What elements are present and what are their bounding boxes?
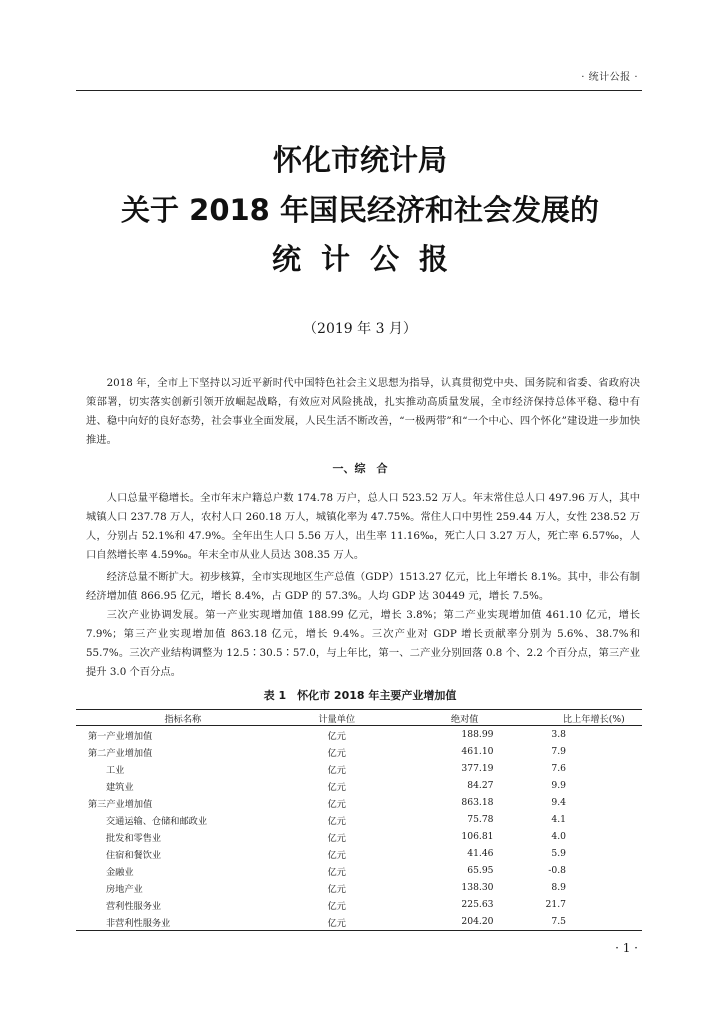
cell-value: 863.18 [461,797,494,808]
table-row [76,760,642,777]
page-number: · 1 · [615,941,638,955]
header-indicator: 指标名称 [76,710,290,726]
cell-unit: 亿元 [327,815,346,827]
cell-growth: 7.5 [551,916,566,927]
cell-unit: 亿元 [327,900,346,912]
table-row [76,811,642,828]
cell-indicator-name: 住宿和餐饮业 [106,849,162,861]
table-row [76,913,642,931]
economy-paragraph: 经济总量不断扩大。初步核算，全市实现地区生产总值（GDP）1513.27 亿元，比上年增长 8.1%。其中，非公有制经济增加值 866.95 亿元，增长 8.4%，占 GDP 的 57.3%。人均 GDP 达 30449 元，增长 7.5%。 [86,571,640,602]
cell-unit: 亿元 [327,764,346,776]
cell-growth: 3.8 [551,729,566,740]
cell-unit: 亿元 [327,917,346,929]
table-row [76,777,642,794]
cell-indicator-name: 金融业 [106,866,134,878]
cell-value: 188.99 [461,729,494,740]
cell-unit: 亿元 [327,798,346,810]
cell-growth: 4.0 [551,831,566,842]
cell-value: 106.81 [461,831,494,842]
publish-date: （2019 年 3 月） [303,321,417,337]
cell-indicator-name: 房地产业 [106,883,143,895]
cell-value: 41.46 [467,848,494,859]
table-row [76,845,642,862]
cell-unit: 亿元 [327,866,346,878]
industry-value-table [76,709,642,931]
cell-value: 225.63 [461,899,494,910]
cell-value: 461.10 [461,746,494,757]
table-header-row [76,710,642,726]
cell-indicator-name: 批发和零售业 [106,832,162,844]
cell-unit: 亿元 [327,883,346,895]
cell-growth: 4.1 [551,814,566,825]
title-line-1: 怀化市统计局 [272,143,447,177]
cell-value: 84.27 [467,780,494,791]
journal-section-tag: · 统计公报 · [581,72,638,83]
cell-growth: 8.9 [551,882,566,893]
table-row [76,896,642,913]
cell-growth: 9.9 [551,780,566,791]
cell-indicator-name: 第二产业增加值 [88,747,153,759]
cell-growth: 7.6 [551,763,566,774]
header-value: 绝对值 [384,710,546,726]
header-rule [76,90,642,91]
industry-paragraph: 三次产业协调发展。第一产业实现增加值 188.99 亿元，增长 3.8%；第二产业实现增加值 461.10 亿元，增长 7.9%；第三产业实现增加值 863.18 亿元，增长 9.4%。三次产业对 GDP 增长贡献率分别为 5.6%、38.7%和 55.7%。三次产业结构调整为 12.5∶30.5∶57.0，与上年比，第一、二产业分别回落 0.8 个、2.2 个百分点，第三产业提升 3.0 个百分点。 [86,609,640,678]
cell-indicator-name: 营利性服务业 [106,900,162,912]
cell-unit: 亿元 [327,832,346,844]
table-row [76,726,642,744]
table-row [76,743,642,760]
header-growth: 比上年增长(%) [546,710,642,726]
intro-paragraph: 2018 年，全市上下坚持以习近平新时代中国特色社会主义思想为指导，认真贯彻党中央、国务院和省委、省政府决策部署，切实落实创新引领开放崛起战略，有效应对风险挑战，扎实推动高质量发展，全市经济保持总体平稳、稳中有进、稳中向好的良好态势，社会事业全面发展，人民生活不断改善，“一极两带”和“一个中心、四个怀化”建设进一步加快推进。 [86,377,640,446]
cell-unit: 亿元 [327,730,346,742]
cell-growth: 9.4 [551,797,566,808]
cell-unit: 亿元 [327,747,346,759]
population-paragraph: 人口总量平稳增长。全市年末户籍总户数 174.78 万户，总人口 523.52 万人。年末常住总人口 497.96 万人，其中城镇人口 237.78 万人，农村人口 260.18 万人，城镇化率为 47.75%。常住人口中男性 259.44 万人，女性 238.52 万人，分别占 52.1%和 47.9%。全年出生人口 5.56 万人，出生率 11.16‰，死亡人口 3.27 万人，死亡率 6.57‰，人口自然增长率 4.59‰。年末全市从业人员达 308.35 万人。 [86,492,640,561]
cell-growth: 7.9 [551,746,566,757]
table-row [76,879,642,896]
cell-growth: -0.8 [548,865,566,876]
table-row [76,794,642,811]
cell-value: 377.19 [461,763,494,774]
header-unit: 计量单位 [290,710,384,726]
cell-indicator-name: 工业 [106,764,125,776]
cell-value: 65.95 [467,865,494,876]
cell-indicator-name: 建筑业 [106,781,134,793]
cell-indicator-name: 非营利性服务业 [106,917,171,929]
section-heading: 一、综 合 [332,462,388,475]
title-line-3: 统计公报 [271,242,468,276]
cell-growth: 21.7 [545,899,566,910]
cell-unit: 亿元 [327,781,346,793]
title-line-2: 关于 2018 年国民经济和社会发展的 [121,193,599,227]
cell-unit: 亿元 [327,849,346,861]
cell-value: 204.20 [461,916,494,927]
table-row [76,828,642,845]
cell-indicator-name: 交通运输、仓储和邮政业 [106,815,208,827]
cell-indicator-name: 第三产业增加值 [88,798,153,810]
table-row [76,862,642,879]
cell-value: 138.30 [461,882,494,893]
table-title: 表 1 怀化市 2018 年主要产业增加值 [263,689,457,702]
cell-growth: 5.9 [551,848,566,859]
cell-indicator-name: 第一产业增加值 [88,730,153,742]
cell-value: 75.78 [467,814,494,825]
